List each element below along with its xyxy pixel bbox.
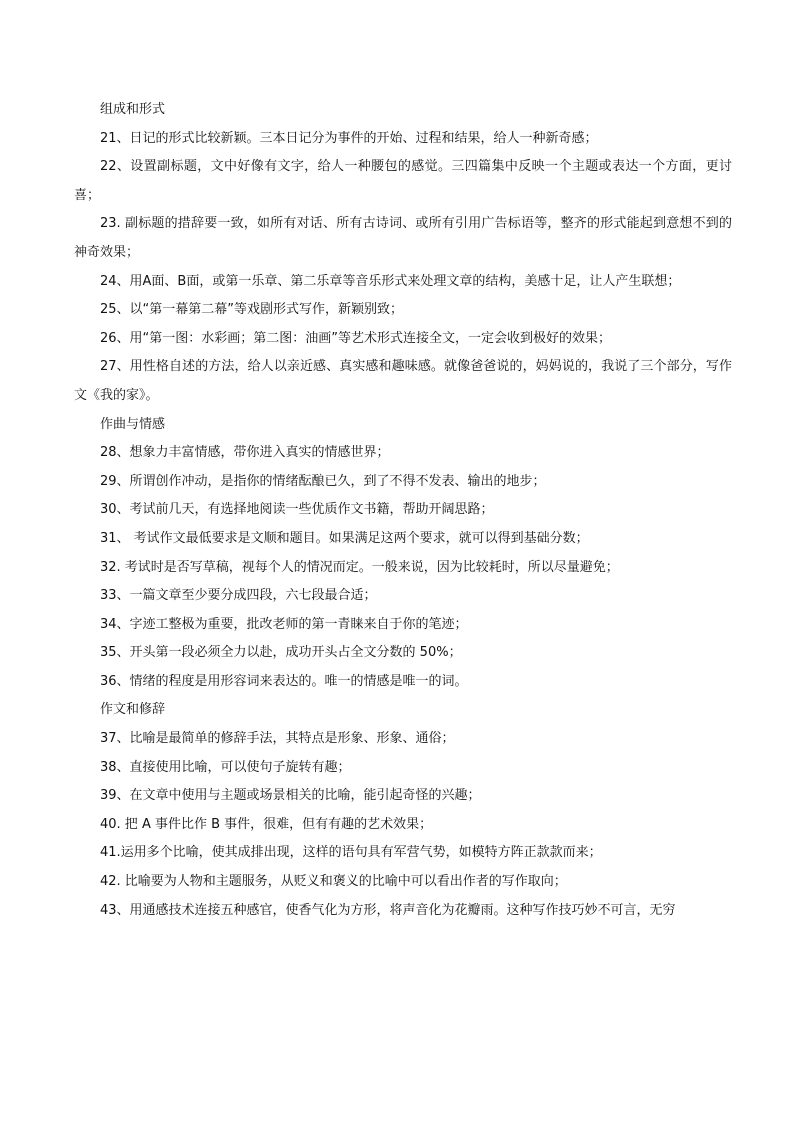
tip-25: 25、以“第一幕第二幕”等戏剧形式写作，新颖别致； bbox=[100, 302, 404, 318]
tip-27: 27、用性格自述的方法，给人以亲近感、真实感和趣味感。就像爸爸说的，妈妈说的，我说了三个部分，写作文《我的家》。 bbox=[74, 359, 732, 403]
tip-41: 41.运用多个比喻，使其成排出现，这样的语句具有军营气势，如模特方阵正款款而来； bbox=[100, 845, 602, 861]
tip-32: 32. 考试时是否写草稿，视每个人的情况而定。一般来说，因为比较耗时，所以尽量避免； bbox=[100, 559, 619, 575]
tip-21: 21、日记的形式比较新颖。三本日记分为事件的开始、过程和结果，给人一种新奇感； bbox=[100, 130, 598, 146]
tip-23: 23. 副标题的措辞要一致，如所有对话、所有古诗词、或所有引用广告标语等，整齐的形式能起到意想不到的神奇效果； bbox=[74, 216, 732, 260]
tip-36: 36、情绪的程度是用形容词来表达的。唯一的情感是唯一的词。 bbox=[100, 673, 468, 689]
tip-42: 42. 比喻要为人物和主题服务，从贬义和褒义的比喻中可以看出作者的写作取向； bbox=[100, 874, 567, 890]
tip-37: 37、比喻是最简单的修辞手法，其特点是形象、形象、通俗； bbox=[100, 731, 455, 747]
tip-26: 26、用“第一图：水彩画；第二图：油画”等艺术形式连接全文，一定会收到极好的效果； bbox=[100, 330, 612, 346]
section-heading-composition-emotion: 作曲与情感 bbox=[100, 416, 166, 432]
tip-28: 28、想象力丰富情感，带你进入真实的情感世界； bbox=[100, 445, 390, 461]
tip-33: 33、一篇文章至少要分成四段，六七段最合适； bbox=[100, 588, 377, 604]
section-heading-composition-form: 组成和形式 bbox=[100, 102, 166, 117]
tip-30: 30、考试前几天，有选择地阅读一些优质作文书籍，帮助开阔思路； bbox=[100, 502, 494, 518]
tip-31: 31、 考试作文最低要求是文顺和题目。如果满足这两个要求，就可以得到基础分数； bbox=[100, 530, 589, 546]
tip-35: 35、开头第一段必须全力以赴，成功开头占全文分数的 50%； bbox=[100, 645, 462, 661]
tip-34: 34、字迹工整极为重要，批改老师的第一青睐来自于你的笔迹； bbox=[100, 616, 468, 632]
tip-38: 38、直接使用比喻，可以使句子旋转有趣； bbox=[100, 759, 351, 775]
tip-40: 40. 把 A 事件比作 B 事件，很难，但有有趣的艺术效果； bbox=[100, 816, 433, 832]
tip-24: 24、用A面、B面，或第一乐章、第二乐章等音乐形式来处理文章的结构，美感十足，让人产生联想； bbox=[100, 273, 681, 289]
section-heading-composition-rhetoric: 作文和修辞 bbox=[100, 702, 166, 718]
tip-29: 29、所谓创作冲动，是指你的情绪酝酿已久，到了不得不发表、输出的地步； bbox=[100, 473, 546, 489]
document-body bbox=[74, 96, 732, 925]
tip-39: 39、在文章中使用与主题或场景相关的比喻，能引起奇怪的兴趣； bbox=[100, 788, 481, 804]
tip-22: 22、设置副标题，文中好像有文字，给人一种腰包的感觉。三四篇集中反映一个主题或表达一个方面，更讨喜； bbox=[74, 159, 732, 203]
tip-43: 43、用通感技术连接五种感官，使香气化为方形，将声音化为花瓣雨。这种写作技巧妙不可言，无穷 bbox=[100, 902, 676, 918]
